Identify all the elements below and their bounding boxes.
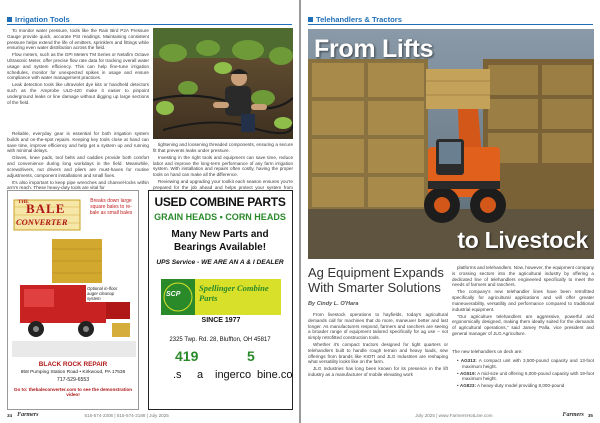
paragraph: From livestock operations to hayfields, today's agricultural demands call for machines that do more, maneuver better and last longer. As manufacturers respond, farmers and ranchers are seeing a broader range of equipment tailored specifically for ag use – not simply retrofitted construction tools. <box>308 312 448 340</box>
page-number: 35 <box>587 412 593 418</box>
right-page <box>301 0 600 423</box>
paragraph: Gloves, knee pads, tool belts and caddies provide both comfort and convenience during long workdays in the field. Meanwhile, screwdrivers, nut drivers and pliers are must-haves for routine adjustments, component installations and small fixes. <box>7 155 149 178</box>
article-column-2 <box>452 265 594 338</box>
paragraph: To monitor water pressure, tools like the Rain Bird P2A Pressure Gauge provide quick, accurate PSI readings. Maintaining consistent pressure helps extend the life of emitters, sprinklers and fittings while ensuring even water distribution across the field. <box>7 28 149 51</box>
ad-subtitle: GRAIN HEADS • CORN HEADS <box>154 212 286 222</box>
paragraph: "Our agriculture telehandlers are aggressive, powerful and ergonomically designed, making them ideally suited for the demands of agricultural operations," said Jamey Palla, vice president and general manager of JLG Agriculture. <box>452 313 594 336</box>
footer-right <box>415 412 593 418</box>
ad-phone-part-1: 419 <box>175 348 199 364</box>
bale-converter-logo <box>12 196 82 234</box>
article-byline: By Cindy L. O'Hara <box>308 301 359 307</box>
ad-web-part-2[interactable]: a <box>197 369 204 381</box>
irrigation-photo <box>153 28 293 139</box>
logo-text-the: THE <box>18 200 29 205</box>
list-item-text: A mid-size unit offering 5,000-pound capacity with 19-foot maximum height. <box>462 370 595 382</box>
section-marker-icon <box>308 17 313 22</box>
model-list <box>452 358 594 389</box>
ad-company-name: BLACK ROCK REPAIR <box>38 361 108 368</box>
paragraph: Reliable, everyday gear is essential for both irrigation system builds and on-the-spot repairs. Keeping key tools close at hand can save time, improve efficiency and help get a system up and running with minimal delays. <box>7 131 149 154</box>
list-item-model: AG313: <box>460 357 477 363</box>
logo-text-converter: CONVERTER <box>16 217 68 227</box>
bale-converter-ad <box>7 190 139 410</box>
bullet-icon: • <box>457 357 461 363</box>
footer-text: July 2025 | www.FarmersHotLine.com <box>415 412 493 418</box>
ad-phone: 717-529-6553 <box>56 377 90 383</box>
list-item <box>452 358 594 370</box>
logo-name: Spellinger Combine Parts <box>199 283 269 303</box>
article-list <box>452 349 594 390</box>
hero-title-bottom: to Livestock <box>457 227 588 253</box>
ad-address: 2325 Twp. Rd. 28, Bluffton, OH 45817 <box>169 337 271 343</box>
list-item <box>452 371 594 383</box>
paragraph: tightening and loosening threaded components, ensuring a secure fit that prevents leaks under pressure. <box>153 142 293 153</box>
list-item-text: A compact unit with 3,500-pound capacity and 13-foot maximum height. <box>462 357 594 369</box>
logo-since: SINCE 1977 <box>201 317 241 324</box>
ad-title: USED COMBINE PARTS <box>154 195 286 209</box>
combine-parts-ad <box>148 190 293 410</box>
ad-address: 858 Pumping Station Road • Kirkwood, PA 17536 <box>20 370 126 375</box>
ad-tagline: Breaks down large square bales to re-bale as small bales <box>89 198 133 217</box>
left-page <box>0 0 299 423</box>
logo-scp: SCP <box>166 291 181 298</box>
list-intro: The new telehandlers on deck are: <box>452 349 523 354</box>
paragraph: Investing in the right tools and equipment can save time, reduce labor and improve the long-term performance of any farm irrigation system. With installation and repairs often costly, having the proper tools on hand can make all the difference. <box>153 154 293 178</box>
paragraph: Reviewing and upgrading your toolkit each season ensures you're prepared for the job ahead and helps protect your system from <box>153 179 293 190</box>
paragraph: JLG Industries has long been known for its presence in the lift industry as a manufacturer of mobile elevating work <box>308 366 448 378</box>
article-column-1 <box>308 312 448 379</box>
paragraph: Flow meters, such as the GPI Meters TM Series or Netafim Octave Ultrasonic Meter, offer precise flow rate data for tracking overall water usage and system efficiency. This can help fine-tune irrigation schedules, monitor for unexpected spikes in usage and ensure compliance with water management practices. <box>7 52 149 81</box>
list-item-model: AG519: <box>459 370 477 376</box>
ad-line-2: Bearings Available! <box>173 242 267 253</box>
ad-line-1: Many New Parts and <box>171 229 269 240</box>
header-rule <box>7 24 292 25</box>
paragraph: It's also important to keep pipe wrenches and channel-locks within arm's reach. These heavy-duty tools are vital for <box>7 179 149 191</box>
list-item-text: A heavy-duty model providing 8,000-pound <box>475 383 565 389</box>
article-column-1 <box>7 28 149 107</box>
ad-line-3: UPS Service - WE ARE AN A & I DEALER <box>156 259 284 266</box>
article-column-1b <box>7 131 149 192</box>
footer-brand: Farmers <box>17 412 39 418</box>
bullet-icon: • <box>457 383 460 389</box>
footer-brand: Farmers <box>562 412 584 418</box>
bale-machine-illustration <box>12 237 136 357</box>
hero-title-top: From Lifts <box>314 35 434 63</box>
section-title: Telehandlers & Tractors <box>316 14 402 24</box>
ad-caption: Optional in-floor auger cleanup system <box>86 285 130 302</box>
list-item-model: AG823: <box>459 383 476 389</box>
paragraph: The company's new telehandler lines have been retrofitted specifically for agricultural applications and will offer greater maneuverability, versatility and performance compared to traditional industrial equipment. <box>452 289 594 312</box>
hero-photo <box>308 29 594 259</box>
ad-web-part-3[interactable]: ingerco <box>215 369 252 381</box>
logo-text-bale: BALE <box>26 201 66 216</box>
header-rule <box>308 24 593 25</box>
bullet-icon: • <box>457 370 460 376</box>
ad-phone-part-2: 5 <box>247 348 255 364</box>
ad-website-link[interactable]: Go to: thebaleconverter.com to see the demonstration video! <box>13 387 133 397</box>
footer-left <box>7 412 169 418</box>
paragraph: Whether it's compact tractors designed for tight quarters or telehandlers built to handle rough terrain and heavy loads, new offerings from brands like KIOTI and JLG Industries are reshaping what versatility looks like on the farm. <box>308 342 448 365</box>
footer-text: 515-574-2306 | 515-574-2188 | July 2025 <box>84 412 169 418</box>
list-item <box>452 383 594 389</box>
ad-web-part-4[interactable]: bine.co <box>257 369 293 381</box>
article-headline: Ag Equipment Expands With Smarter Solutions <box>308 265 444 295</box>
paragraph: platforms and telehandlers. Now, however, the equipment company is crossing sectors into the agricultural industry by offering a dedicated line of telehandlers engineered specifically to meet the needs of farmers and ranchers. <box>452 265 594 288</box>
paragraph: Leak detection tools like ultraviolet dye kits or handheld detectors such as the Amprobe ULD-420 make it easier to pinpoint underground leaks or line damage without digging up large sections of the field. <box>7 82 149 105</box>
ad-web-part-1[interactable]: .s <box>173 369 182 381</box>
section-marker-icon <box>7 17 12 22</box>
page-number: 34 <box>7 412 13 418</box>
spellinger-logo <box>161 271 281 331</box>
section-title: Irrigation Tools <box>15 14 70 24</box>
